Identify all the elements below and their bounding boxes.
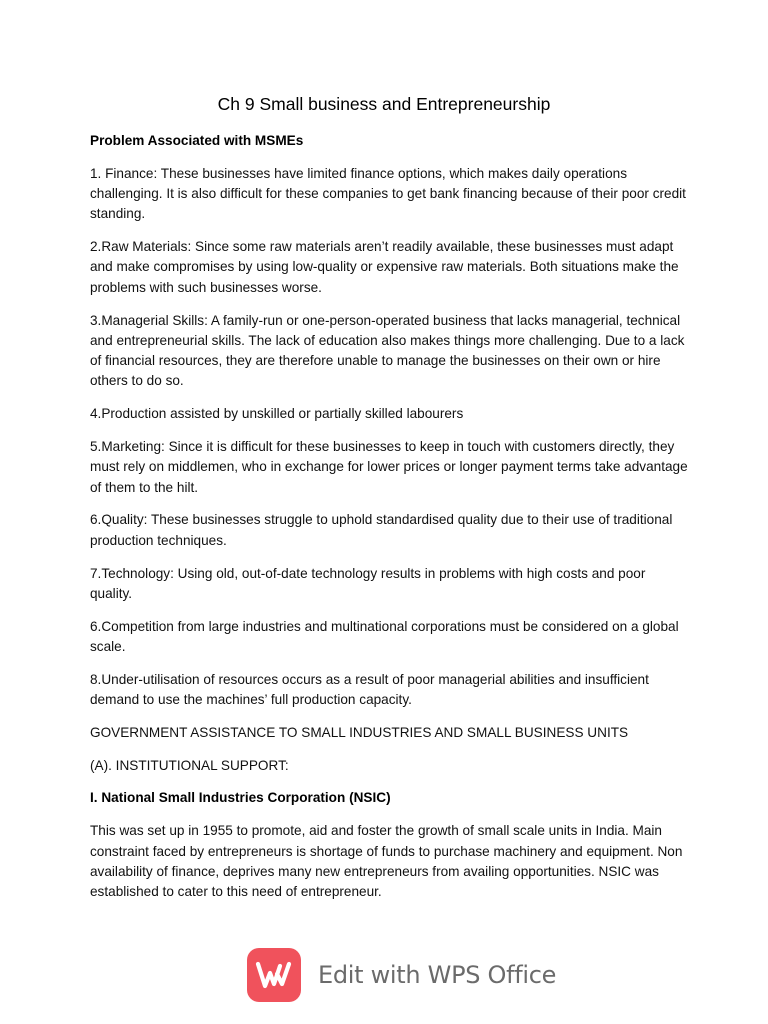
wps-edit-badge[interactable] [247, 947, 556, 1003]
wps-edit-label[interactable]: Edit with WPS Office [318, 961, 557, 989]
document-body [90, 131, 690, 915]
paragraph-production: 4.Production assisted by unskilled or partially skilled labourers [90, 406, 464, 422]
wps-w-icon [247, 948, 301, 1002]
section-heading-problems: Problem Associated with MSMEs [90, 133, 304, 148]
paragraph-under-utilisation: 8.Under-utilisation of resources occurs as a result of poor managerial abilities and insufficient demand to use the machines’ full production capacity. [90, 671, 649, 708]
paragraph-technology: 7.Technology: Using old, out-of-date technology results in problems with high costs and poor quality. [90, 565, 646, 601]
paragraph-quality: 6.Quality: These businesses struggle to uphold standardised quality due to their use of traditional production techniques. [90, 512, 673, 548]
paragraph-managerial-skills: 3.Managerial Skills: A family-run or one-person-operated business that lacks managerial, technical and entrepreneurial skills. The lack of education also makes things more challenging. Due to a lack of financial resources, they are therefore unable to manage the businesses on their own or hire others to do so. [90, 312, 685, 389]
paragraph-raw-materials: 2.Raw Materials: Since some raw materials aren’t readily available, these businesses must adapt and make compromises by using low-quality or expensive raw materials. Both situations make the problems with such businesses worse. [90, 239, 679, 295]
paragraph-marketing: 5.Marketing: Since it is difficult for these businesses to keep in touch with customers directly, they must rely on middlemen, who in exchange for lower prices or longer payment terms take advantage of them to the hilt. [90, 439, 688, 495]
subheading-institutional-support: (A). INSTITUTIONAL SUPPORT: [90, 757, 289, 773]
section-heading-government: GOVERNMENT ASSISTANCE TO SMALL INDUSTRIES AND SMALL BUSINESS UNITS [90, 724, 629, 740]
paragraph-competition: 6.Competition from large industries and multinational corporations must be considered on a global scale. [90, 618, 679, 654]
paragraph-finance: 1. Finance: These businesses have limited finance options, which makes daily operations challenging. It is also difficult for these companies to get bank financing because of their poor credit standing. [90, 165, 686, 222]
page-title: Ch 9 Small business and Entrepreneurship [217, 94, 551, 114]
paragraph-nsic: This was set up in 1955 to promote, aid and foster the growth of small scale units in India. Main constraint faced by entrepreneurs is shortage of funds to purchase machinery and equipment. Non availability of finance, deprives many new entrepreneurs from availing opportunities. NSIC was established to cater to this need of entrepreneur. [90, 823, 683, 900]
section-heading-nsic: I. National Small Industries Corporation (NSIC) [90, 790, 391, 806]
